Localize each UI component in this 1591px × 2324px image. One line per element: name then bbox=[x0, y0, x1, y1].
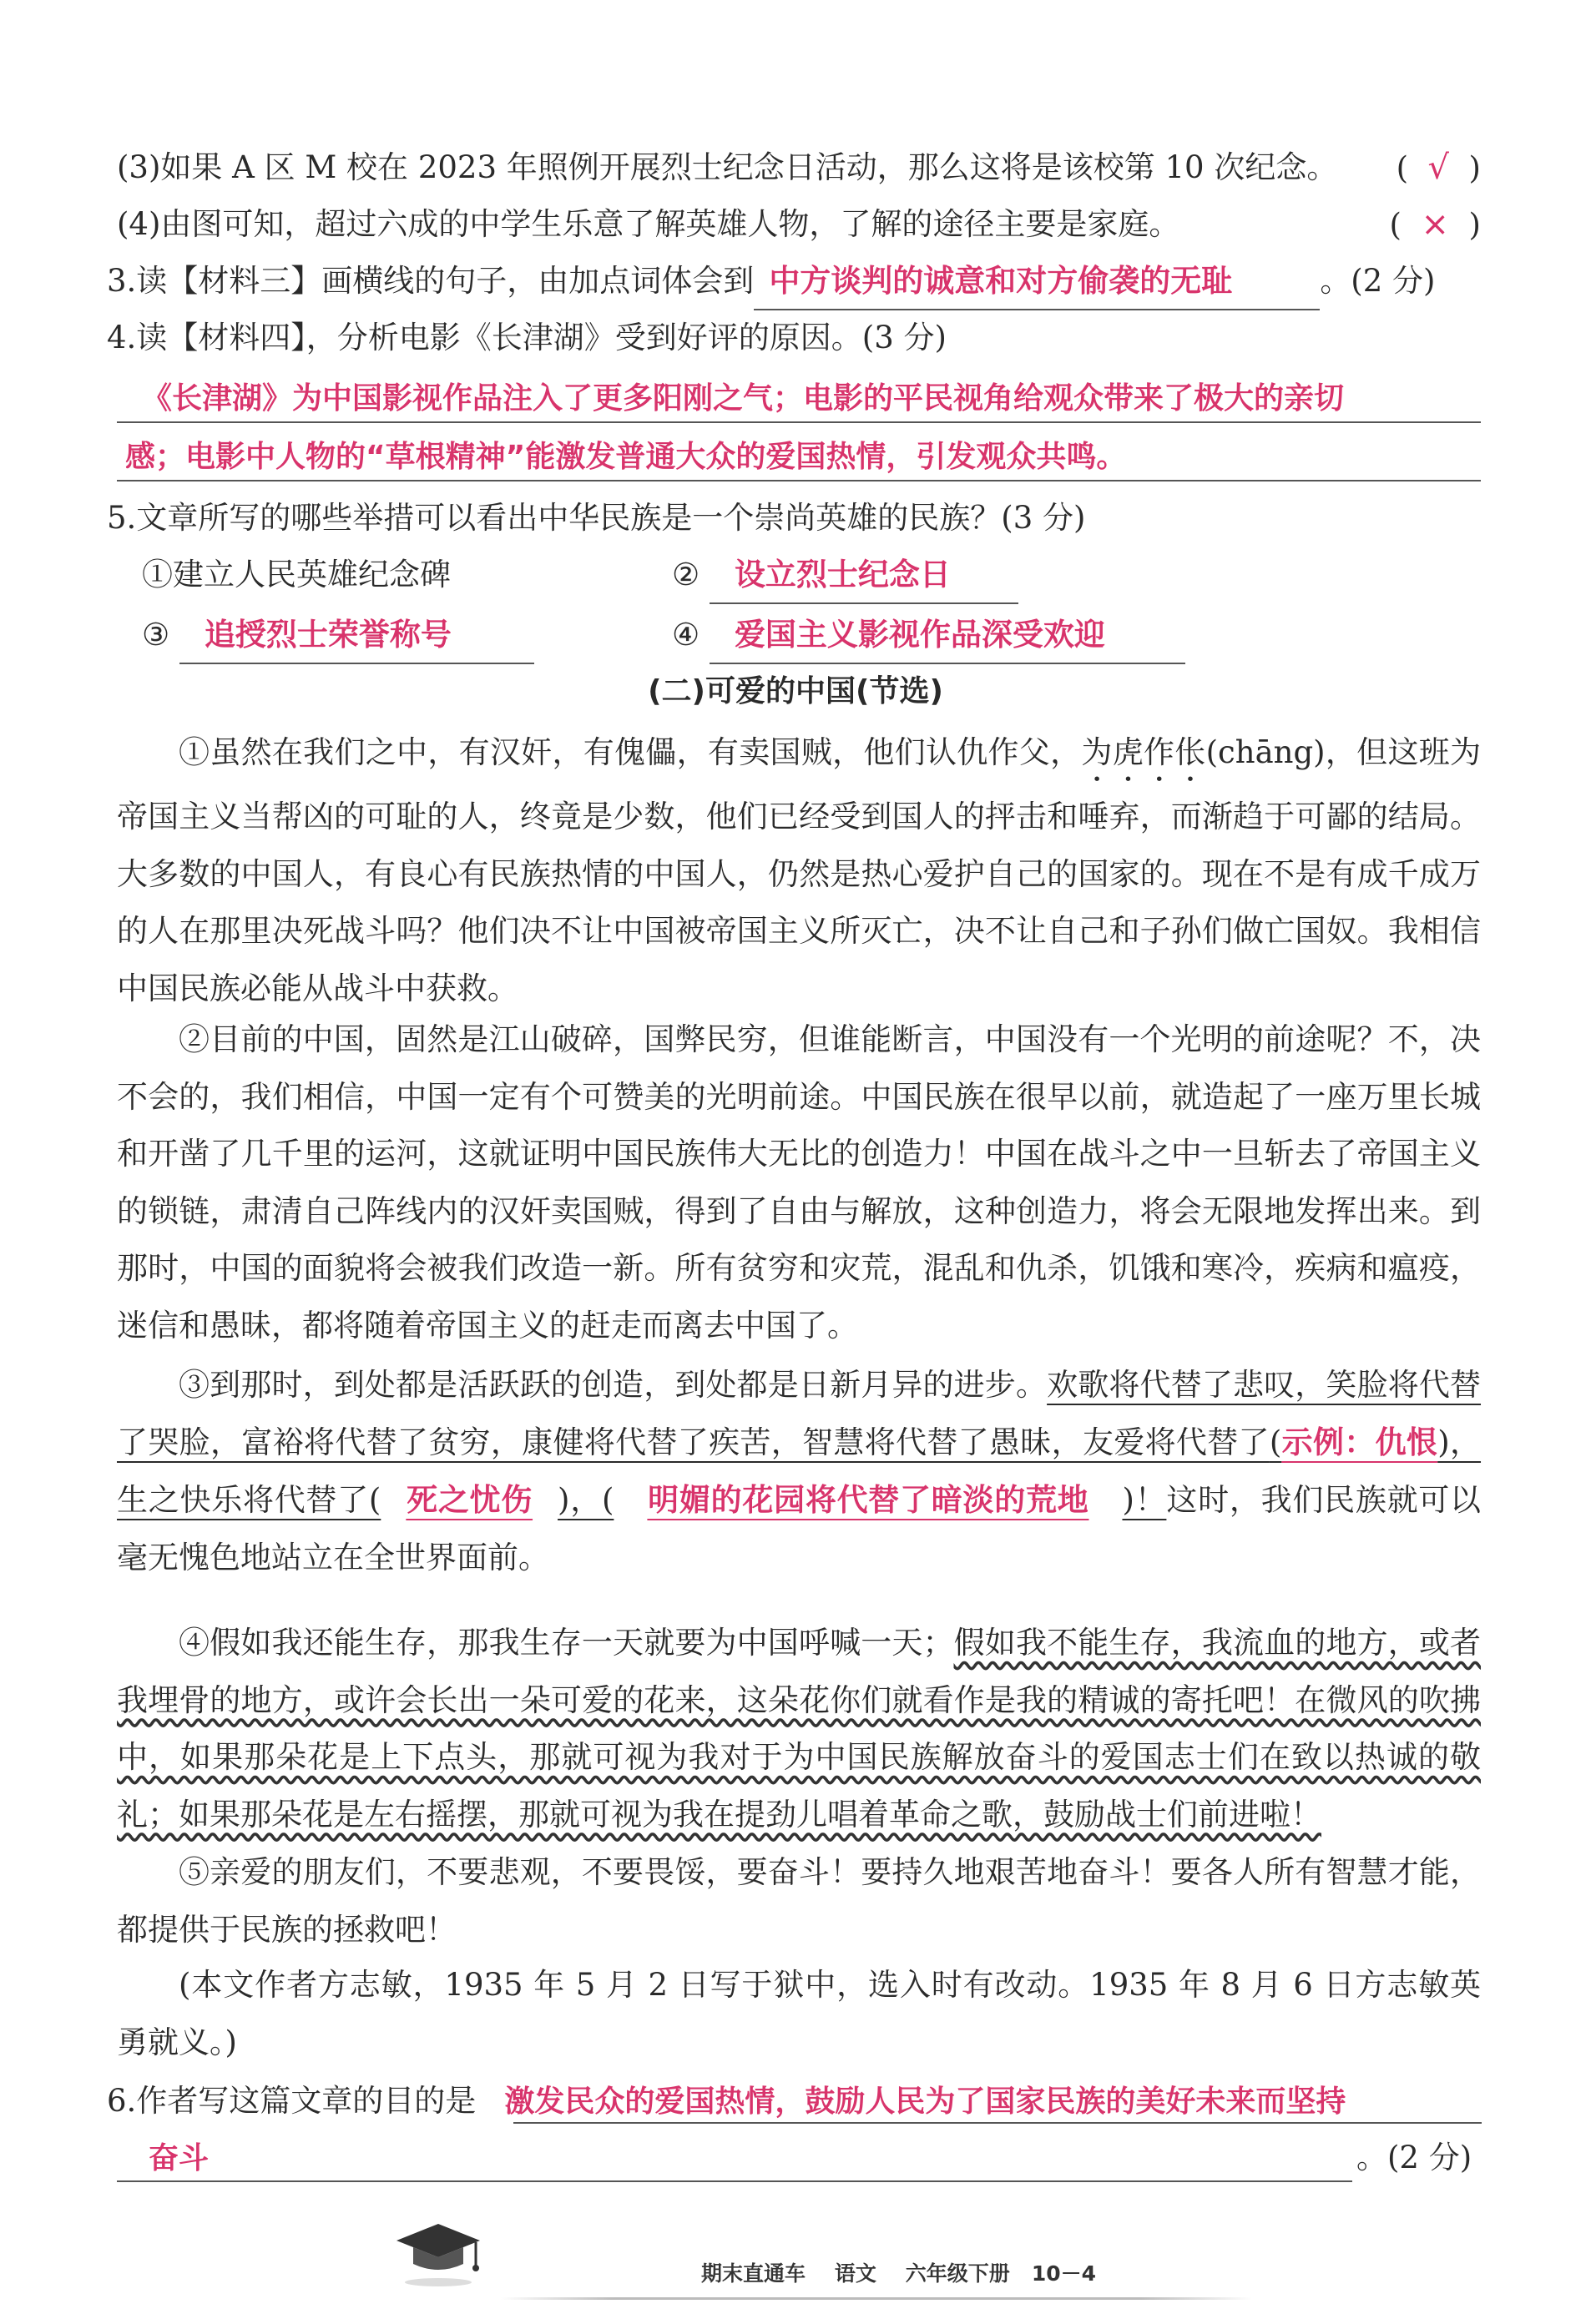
footer-subject: 语文 bbox=[834, 2261, 876, 2286]
paragraph-2: ②目前的中国，固然是江山破碎，国弊民穷，但谁能断言，中国没有一个光明的前途呢？不，决不会的，我们相信，中国一定有个可赞美的光明前途。中国民族在很早以前，就造起了一座万里长城和开凿了几千里的运河，这就证明中国民族伟大无比的创造力！中国在战斗之中一旦斩去了帝国主义的锁链，肃清自己阵线内的汉奸卖国贼，得到了自由与解放，这种创造力，将会无限地发挥出来。到那时，中国的面貌将会被我们改造一新。所有贫穷和灾荒，混乱和仇杀，饥饿和寒冷，疾病和瘟疫，迷信和愚昧，都将随着帝国主义的赶走而离去中国了。 bbox=[117, 1021, 1481, 1343]
question-5-choice-1: ①建立人民英雄纪念碑 bbox=[142, 557, 451, 592]
item-4 bbox=[117, 197, 1481, 252]
question-5-answer-2: 设立烈士纪念日 bbox=[710, 547, 1018, 604]
answer-line bbox=[513, 2122, 1482, 2124]
paragraph-5: ⑤亲爱的朋友们，不要悲观，不要畏馁，要奋斗！要持久地艰苦地奋斗！要各人所有智慧才能，都提供于民族的拯救吧！ bbox=[117, 1854, 1481, 1948]
question-6-line2 bbox=[149, 2130, 1481, 2186]
question-5-choice-2: ② 设立烈士纪念日 bbox=[672, 547, 1481, 604]
question-6-answer-line1: 激发民众的爱国热情，鼓励人民为了国家民族的美好未来而坚持 bbox=[504, 2085, 1346, 2119]
item-4-text: (4)由图可知，超过六成的中学生乐意了解英雄人物，了解的途径主要是家庭。 bbox=[117, 206, 1180, 242]
question-5-answer-4: 爱国主义影视作品深受欢迎 bbox=[710, 607, 1185, 664]
item-3-answer: ( √ ) bbox=[1396, 149, 1481, 187]
question-5-choice-3: ③ 追授烈士荣誉称号 bbox=[142, 607, 1481, 664]
footer bbox=[701, 2257, 1096, 2287]
question-3-score: 。(2 分) bbox=[1320, 263, 1436, 299]
item-3 bbox=[117, 140, 1481, 195]
question-3 bbox=[107, 254, 1481, 310]
question-3-prompt: 3.读【材料三】画横线的句子，由加点词体会到 bbox=[107, 263, 755, 299]
underlined-sentence: 欢歌将代替了悲叹，笑脸将代替了哭脸，富裕将代替了贫穷，康健将代替了疾苦，智慧将代替了愚昧，友爱将代替了 bbox=[117, 1367, 1482, 1460]
check-mark-icon: √ bbox=[1427, 149, 1450, 187]
source-note: (本文作者方志敏，1935 年 5 月 2 日写于狱中，选入时有改动。1935 年 8 月 6 日方志敏英勇就义。) bbox=[117, 1967, 1481, 2060]
paragraph-1: ①虽然在我们之中，有汉奸，有傀儡，有卖国贼，他们认仇作父，为虎作伥(chāng)，但这班为帝国主义当帮凶的可耻的人，终竟是少数，他们已经受到国人的抨击和唾弃，而渐趋于可鄙的结局。大多数的中国人，有良心有民族热情的中国人，仍然是热心爱护自己的国家的。现在不是有成千成万的人在那里决死战斗吗？他们决不让中国被帝国主义所灭亡，决不让自己和子孙们做亡国奴。我相信中国民族必能从战斗中获救。 bbox=[117, 734, 1482, 1006]
item-3-text: (3)如果 A 区 M 校在 2023 年照例开展烈士纪念日活动，那么这将是该校第 10 次纪念。 bbox=[117, 149, 1338, 185]
question-5-prompt: 5.文章所写的哪些举措可以看出中华民族是一个崇尚英雄的民族？(3 分) bbox=[107, 500, 1086, 536]
footer-rule bbox=[501, 2297, 1252, 2300]
question-4-answer-line1: 《长津湖》为中国影视作品注入了更多阳刚之气；电影的平民视角给观众带来了极大的亲切 bbox=[142, 381, 1345, 416]
answer-blank-3: 明媚的花园将代替了暗淡的荒地 bbox=[647, 1482, 1089, 1518]
answer-blank-1: 示例：仇恨 bbox=[1281, 1424, 1438, 1460]
answer-line bbox=[117, 2180, 1352, 2182]
cross-mark-icon: × bbox=[1421, 205, 1450, 244]
answer-line bbox=[117, 480, 1481, 481]
question-5-answer-3: 追授烈士荣誉称号 bbox=[179, 607, 534, 664]
footer-page-number: 10－4 bbox=[1031, 2261, 1097, 2286]
graduation-cap-icon bbox=[380, 2216, 497, 2291]
question-6-prompt: 6.作者写这篇文章的目的是 bbox=[107, 2083, 477, 2119]
question-6-answer-line2: 奋斗 bbox=[149, 2141, 210, 2175]
question-3-answer: 中方谈判的诚意和对方偷袭的无耻 bbox=[754, 254, 1320, 310]
section-title: (二)可爱的中国(节选) bbox=[648, 674, 943, 708]
question-6 bbox=[107, 2074, 1481, 2130]
footer-book: 期末直通车 bbox=[701, 2261, 806, 2286]
paragraph-4: ④假如我还能生存，那我生存一天就要为中国呼喊一天；假如我不能生存，我流血的地方，或者我埋骨的地方，或许会长出一朵可爱的花来，这朵花你们就看作是我的精诚的寄托吧！在微风的吹拂中，如果那朵花是上下点头，那就可视为我对于为中国民族解放奋斗的爱国志士们在致以热诚的敬礼；如果那朵花是左右摇摆，那就可视为我在提劲儿唱着革命之歌，鼓励战士们前进啦！ bbox=[117, 1625, 1482, 1832]
question-4-prompt: 4.读【材料四】，分析电影《长津湖》受到好评的原因。(3 分) bbox=[107, 320, 947, 355]
answer-line bbox=[117, 421, 1481, 423]
item-4-answer: ( × ) bbox=[1389, 205, 1481, 244]
footer-grade: 六年级下册 bbox=[905, 2261, 1010, 2286]
wavy-underlined-sentence: 假如我不能生存，我流血的地方，或者我埋骨的地方，或许会长出一朵可爱的花来，这朵花你们就看作是我的精诚的寄托吧！在微风的吹拂中，如果那朵花是上下点头，那就可视为我对于为中国民族解放奋斗的爱国志士们在致以热诚的敬礼；如果那朵花是左右摇摆，那就可视为我在提劲儿唱着革命之歌，鼓励战士们前进啦！ bbox=[117, 1625, 1482, 1832]
paragraph-3: ③到那时，到处都是活跃跃的创造，到处都是日新月异的进步。欢歌将代替了悲叹，笑脸将代替了哭脸，富裕将代替了贫穷，康健将代替了疾苦，智慧将代替了愚昧，友爱将代替了(示例：仇恨)，生之快乐将代替了( 死之忧伤 )，( 明媚的花园将代替了暗淡的荒地 )！这时，我们民族就可以毫无愧色地站立在全世界面前。 bbox=[117, 1367, 1482, 1575]
answer-blank-2: 死之忧伤 bbox=[406, 1482, 533, 1518]
question-5-choice-4: ④ 爱国主义影视作品深受欢迎 bbox=[672, 607, 1481, 664]
question-4-answer-line2: 感；电影中人物的“草根精神”能激发普通大众的爱国热情，引发观众共鸣。 bbox=[125, 440, 1127, 474]
emphasis-dots: 为虎作伥 bbox=[1081, 734, 1206, 770]
question-6-score: 。(2 分) bbox=[1356, 2140, 1472, 2175]
